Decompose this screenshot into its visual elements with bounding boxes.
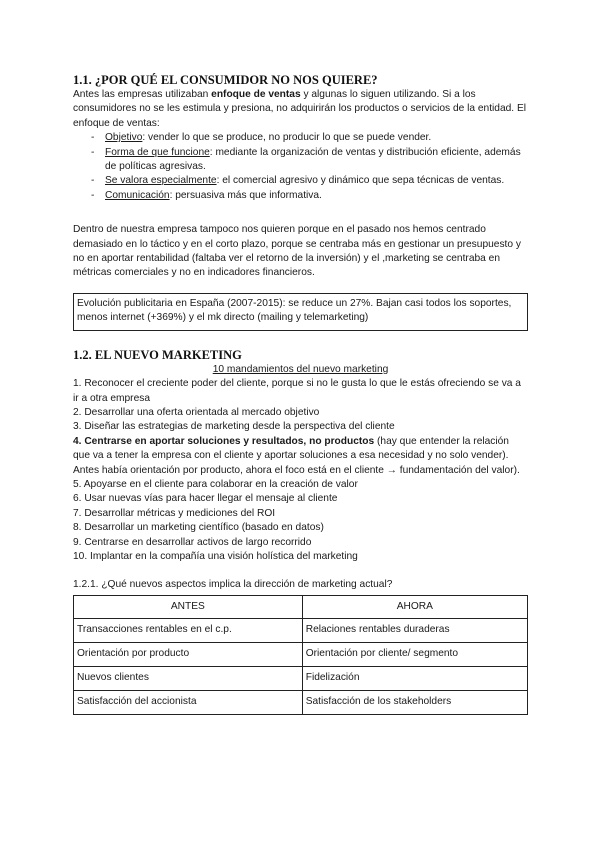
list-item [91,174,528,188]
bullet-text: : el comercial agresivo y dinámico que sepa técnicas de ventas. [216,175,505,187]
table-cell: Satisfacción del accionista [74,690,303,714]
table-row [74,642,528,666]
intro-paragraph [73,88,528,131]
sales-approach-list [73,131,528,203]
list-item [91,189,528,203]
item-bold: 4. Centrarse en aportar soluciones y resultados, no productos [73,435,375,447]
table-header: AHORA [302,595,527,618]
table-cell: Orientación por producto [74,642,303,666]
section-2-heading: 1.2. EL NUEVO MARKETING [73,347,242,362]
list-item: 6. Usar nuevas vías para hacer llegar el mensaje al cliente [73,493,338,505]
table-header: ANTES [74,595,303,618]
table-cell: Orientación por cliente/ segmento [302,642,527,666]
intro-bold: enfoque de ventas [211,89,301,100]
list-item [73,435,528,478]
list-item: 7. Desarrollar métricas y mediciones del ROI [73,507,276,519]
list-item: 8. Desarrollar un marketing científico (basado en datos) [73,522,324,534]
list-item: 5. Apoyarse en el cliente para colaborar en la creación de valor [73,478,358,490]
bullet-text: : persuasiva más que informativa. [169,189,322,201]
commandments-subtitle [73,363,528,377]
bullet-term: Forma de que funcione [105,146,210,158]
list-item [91,146,528,175]
table-row [74,618,528,642]
bullet-term: Objetivo [105,132,143,144]
table-cell: Satisfacción de los stakeholders [302,690,527,714]
list-item: 10. Implantar en la compañía una visión holística del marketing [73,550,358,562]
subtitle-text: 10 mandamientos del nuevo marketing [212,363,389,375]
list-item: 2. Desarrollar una oferta orientada al mercado objetivo [73,406,320,418]
body-paragraph: Dentro de nuestra empresa tampoco nos quieren porque en el pasado nos hemos centrado demasiado en lo táctico y en el corto plazo, porque se centraba más en gestionar un presupuesto y no en aportar rentabilidad (faltaba ver el retorno de la inversión) y el ,marketing se centraba en métricas comerciales y no en indicadores financieros. [73,224,521,279]
table-header-row [74,595,528,618]
page-content [73,72,528,715]
table-cell: Relaciones rentables duraderas [302,618,527,642]
list-item: 1. Reconocer el creciente poder del cliente, porque si no le gusta lo que le estás ofreciendo se va a ir a otra empresa [73,378,521,404]
table-row [74,690,528,714]
section-1-heading: 1.1. ¿POR QUÉ EL CONSUMIDOR NO NOS QUIERE? [73,73,378,87]
table-row [74,666,528,690]
bullet-term: Se valora especialmente [105,175,217,187]
table-cell: Transacciones rentables en el c.p. [74,618,303,642]
table-cell: Fidelización [302,666,527,690]
bullet-text: : vender lo que se produce, no producir lo que se puede vender. [142,132,432,144]
comparison-table [73,595,528,715]
item-text: (hay que entender la relación que va a tener la empresa con el cliente y aportar soluciones a esa necesidad y no solo vender). Antes había orientación por producto, ahora el foco está en el cliente → fundamentación del valor). [73,435,520,476]
list-item: 9. Centrarse en desarrollar activos de largo recorrido [73,536,312,548]
box-text: Evolución publicitaria en España (2007-2015): se reduce un 27%. Bajan casi todos los soportes, menos internet (+369%) y el mk directo (mailing y telemarketing) [77,297,512,324]
list-item [91,131,528,145]
table-cell: Nuevos clientes [74,666,303,690]
list-item: 3. Diseñar las estrategias de marketing desde la perspectiva del cliente [73,421,395,433]
advertising-note-box [73,293,528,331]
subsection-heading: 1.2.1. ¿Qué nuevos aspectos implica la dirección de marketing actual? [73,579,393,591]
intro-text-after: y algunas lo siguen utilizando. Si a los consumidores no se les estimula y presiona, no adquirirán los productos o servicios de la entidad. El enfoque de ventas: [73,89,527,129]
intro-text: Antes las empresas utilizaban [73,89,212,100]
bullet-term: Comunicación [105,189,170,201]
bullet-text: : mediante la organización de ventas y distribución eficiente, además de políticas agresivas. [105,146,521,173]
